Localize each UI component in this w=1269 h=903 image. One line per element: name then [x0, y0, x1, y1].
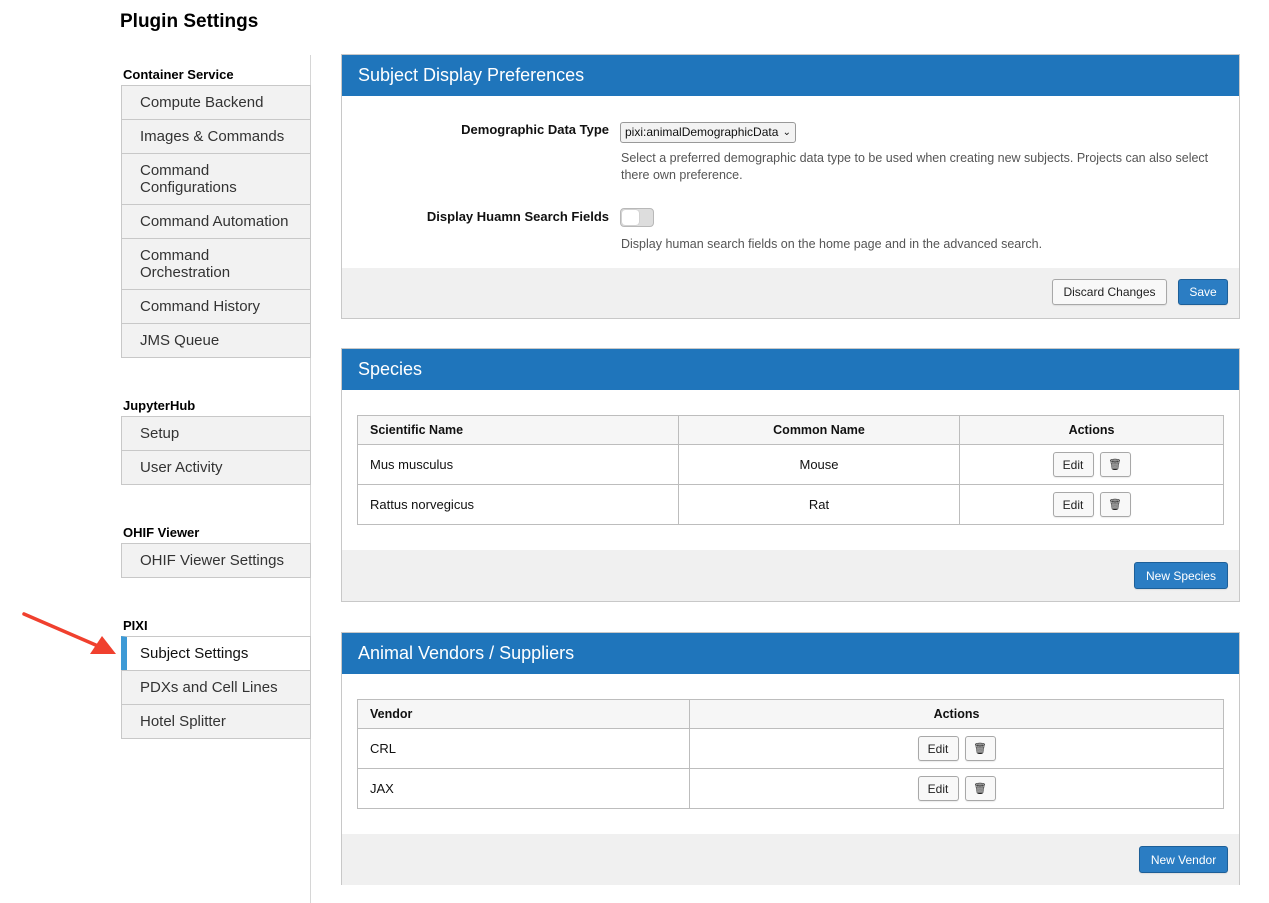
toggle-knob — [622, 210, 639, 225]
edit-button[interactable]: Edit — [918, 776, 959, 801]
sidebar-item-pdxs-cell-lines[interactable] — [121, 670, 311, 704]
species-table — [357, 415, 1224, 525]
table-row — [358, 485, 1224, 525]
sidebar-item-label: Command History — [140, 298, 261, 315]
sidebar-item-label: PDXs and Cell Lines — [140, 679, 278, 696]
subject-display-preferences-panel — [341, 54, 1240, 319]
sidebar-item-command-orchestration[interactable] — [121, 238, 311, 289]
sidebar-item-user-activity[interactable] — [121, 450, 311, 484]
sidebar-item-images-commands[interactable] — [121, 119, 311, 153]
demographic-data-type-label: Demographic Data Type — [461, 122, 609, 137]
chevron-down-icon: ⌄ — [782, 127, 791, 138]
column-header-vendor: Vendor — [358, 700, 690, 729]
page-title: Plugin Settings — [120, 11, 259, 32]
group-title-jupyterhub: JupyterHub — [123, 398, 196, 413]
panel-footer — [342, 268, 1239, 318]
sidebar-item-label: Setup — [140, 425, 180, 442]
group-title-ohif-viewer: OHIF Viewer — [123, 525, 200, 540]
common-name-cell: Mouse — [679, 445, 960, 485]
table-header-row — [358, 700, 1224, 729]
new-vendor-button[interactable]: New Vendor — [1139, 846, 1228, 873]
discard-changes-button[interactable]: Discard Changes — [1052, 279, 1167, 305]
sidebar-item-label: JMS Queue — [140, 332, 220, 349]
actions-cell — [690, 769, 1224, 809]
scientific-name-cell: Mus musculus — [358, 445, 679, 485]
scientific-name-cell: Rattus norvegicus — [358, 485, 679, 525]
edit-button[interactable]: Edit — [918, 736, 959, 761]
column-header-actions: Actions — [960, 416, 1224, 445]
panel-footer — [342, 834, 1239, 885]
table-row — [358, 769, 1224, 809]
table-row — [358, 729, 1224, 769]
group-title-pixi: PIXI — [123, 618, 148, 633]
delete-button[interactable] — [965, 736, 996, 761]
delete-button[interactable] — [1100, 492, 1131, 517]
trash-icon: 🗑 — [973, 743, 987, 755]
sidebar-item-label: Compute Backend — [140, 94, 264, 111]
red-arrow-icon — [22, 612, 122, 660]
column-header-common-name: Common Name — [679, 416, 960, 445]
save-button[interactable]: Save — [1178, 279, 1228, 305]
sidebar-item-command-automation[interactable] — [121, 204, 311, 238]
table-row — [358, 445, 1224, 485]
sidebar-item-hotel-splitter[interactable] — [121, 704, 311, 738]
actions-cell — [960, 485, 1224, 525]
sidebar-item-command-history[interactable] — [121, 289, 311, 323]
animal-vendors-panel — [341, 632, 1240, 885]
vendor-name-cell: CRL — [358, 729, 690, 769]
trash-icon: 🗑 — [1108, 459, 1122, 471]
delete-button[interactable] — [965, 776, 996, 801]
demographic-help-text: Select a preferred demographic data type to be used when creating new subjects. Projects can also select there own preference. — [621, 151, 1209, 182]
sidebar-item-label: Images & Commands — [140, 128, 285, 145]
panel-title: Species — [342, 349, 1239, 390]
actions-cell — [690, 729, 1224, 769]
sidebar-item-label: Command Automation — [140, 213, 289, 230]
human-search-fields-label: Display Huamn Search Fields — [426, 209, 609, 224]
sidebar-item-label: Hotel Splitter — [140, 713, 226, 730]
sidebar-item-label: Subject Settings — [140, 645, 249, 662]
demographic-data-type-select[interactable] — [620, 122, 796, 143]
panel-title: Subject Display Preferences — [342, 55, 1239, 96]
sidebar-item-jms-queue[interactable] — [121, 323, 311, 357]
vendor-name-cell: JAX — [358, 769, 690, 809]
sidebar-item-ohif-viewer-settings[interactable] — [121, 543, 311, 577]
column-header-actions: Actions — [690, 700, 1224, 729]
group-title-container-service: Container Service — [123, 67, 234, 82]
column-header-scientific-name: Scientific Name — [358, 416, 679, 445]
vendors-table — [357, 699, 1224, 809]
human-search-help-text: Display human search fields on the home page and in the advanced search. — [621, 237, 1043, 251]
sidebar-item-label: User Activity — [140, 459, 223, 476]
sidebar-item-setup[interactable] — [121, 416, 311, 450]
species-panel — [341, 348, 1240, 602]
trash-icon: 🗑 — [1108, 499, 1122, 511]
nav-group-jupyterhub — [121, 397, 311, 485]
new-species-button[interactable]: New Species — [1134, 562, 1228, 589]
human-search-fields-toggle[interactable] — [620, 208, 654, 227]
common-name-cell: Rat — [679, 485, 960, 525]
select-value: pixi:animalDemographicData — [625, 125, 779, 139]
edit-button[interactable]: Edit — [1053, 452, 1094, 477]
edit-button[interactable]: Edit — [1053, 492, 1094, 517]
sidebar-item-subject-settings[interactable] — [121, 636, 311, 670]
table-header-row — [358, 416, 1224, 445]
nav-group-pixi — [121, 617, 311, 739]
actions-cell — [960, 445, 1224, 485]
sidebar-item-command-configurations[interactable] — [121, 153, 311, 204]
nav-group-container-service — [121, 66, 311, 358]
sidebar-item-label: Command Configurations — [140, 162, 237, 196]
sidebar-item-compute-backend[interactable] — [121, 85, 311, 119]
sidebar — [0, 0, 311, 903]
sidebar-item-label: OHIF Viewer Settings — [140, 552, 284, 569]
trash-icon: 🗑 — [973, 783, 987, 795]
sidebar-item-label: Command Orchestration — [140, 247, 231, 281]
panel-footer — [342, 550, 1239, 601]
panel-title: Animal Vendors / Suppliers — [342, 633, 1239, 674]
nav-group-ohif-viewer — [121, 524, 311, 578]
delete-button[interactable] — [1100, 452, 1131, 477]
